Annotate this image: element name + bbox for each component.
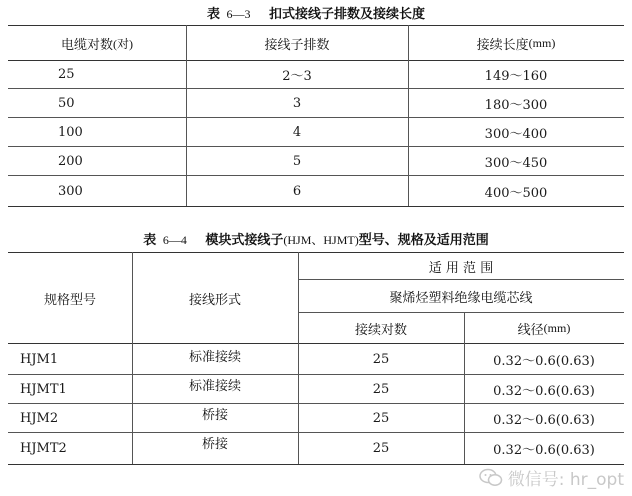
cell-rows: 2～3 (282, 68, 312, 84)
col-header-connector-rows: 接线子排数 (264, 37, 330, 53)
cell-diameter: 0.32～0.6(0.63) (493, 383, 595, 399)
cell-pairs: 25 (372, 410, 390, 426)
cell-rows: 5 (292, 153, 302, 169)
cell-pairs: 25 (372, 351, 390, 367)
cell-pairs: 50 (58, 95, 75, 111)
cell-length: 180～300 (484, 97, 548, 113)
cell-pairs: 100 (58, 124, 83, 140)
cell-length: 400～500 (484, 185, 548, 201)
wechat-watermark (479, 465, 624, 490)
cell-form: 标准接续 (188, 349, 241, 365)
cell-length: 300～450 (484, 155, 548, 171)
cell-form: 标准接续 (188, 378, 241, 394)
cell-rows: 6 (292, 183, 302, 199)
cell-pairs: 25 (372, 441, 390, 456)
cell-diameter: 0.32～0.6(0.63) (493, 353, 595, 369)
col-header-model: 规格型号 (43, 292, 96, 308)
cell-rows: 4 (292, 124, 302, 140)
cell-diameter: 0.32～0.6(0.63) (493, 443, 595, 458)
col-header-scope: 适 用 范 围 (428, 260, 494, 276)
cell-length: 300～400 (484, 126, 548, 142)
cell-form: 桥接 (201, 407, 228, 423)
watermark-text: 微信号: hr_opt (507, 470, 624, 490)
cell-model: HJM1 (20, 351, 59, 367)
cell-diameter: 0.32～0.6(0.63) (493, 412, 595, 428)
col-header-cable-pairs: 电缆对数 (对) (60, 36, 133, 53)
cell-pairs: 300 (58, 183, 83, 199)
table-6-4-caption: 表 6—4 模块式接线子(HJM、HJMT)型号、规格及适用范围 (143, 233, 489, 248)
wechat-icon (479, 468, 503, 488)
table-bottom-rule (8, 206, 624, 207)
cell-model: HJMT1 (20, 381, 67, 397)
cell-model: HJM2 (20, 410, 59, 426)
cell-model: HJMT2 (20, 441, 67, 456)
cell-rows: 3 (292, 95, 302, 111)
col-header-splice-length: 接续长度 (mm) (476, 35, 556, 53)
cell-pairs: 25 (58, 66, 75, 82)
table-6-3-caption: 表 6—3 扣式接线子排数及接续长度 (206, 7, 426, 22)
cell-pairs: 200 (58, 153, 83, 169)
col-header-cable-type: 聚烯烃塑料绝缘电缆芯线 (389, 290, 533, 306)
col-header-connection-form: 接线形式 (188, 292, 241, 308)
cell-form: 桥接 (201, 436, 228, 452)
col-header-splice-pairs: 接续对数 (354, 322, 407, 338)
col-header-wire-diameter: 线径 (mm) (517, 320, 571, 338)
cell-pairs: 25 (372, 381, 390, 397)
cell-length: 149～160 (484, 68, 548, 84)
